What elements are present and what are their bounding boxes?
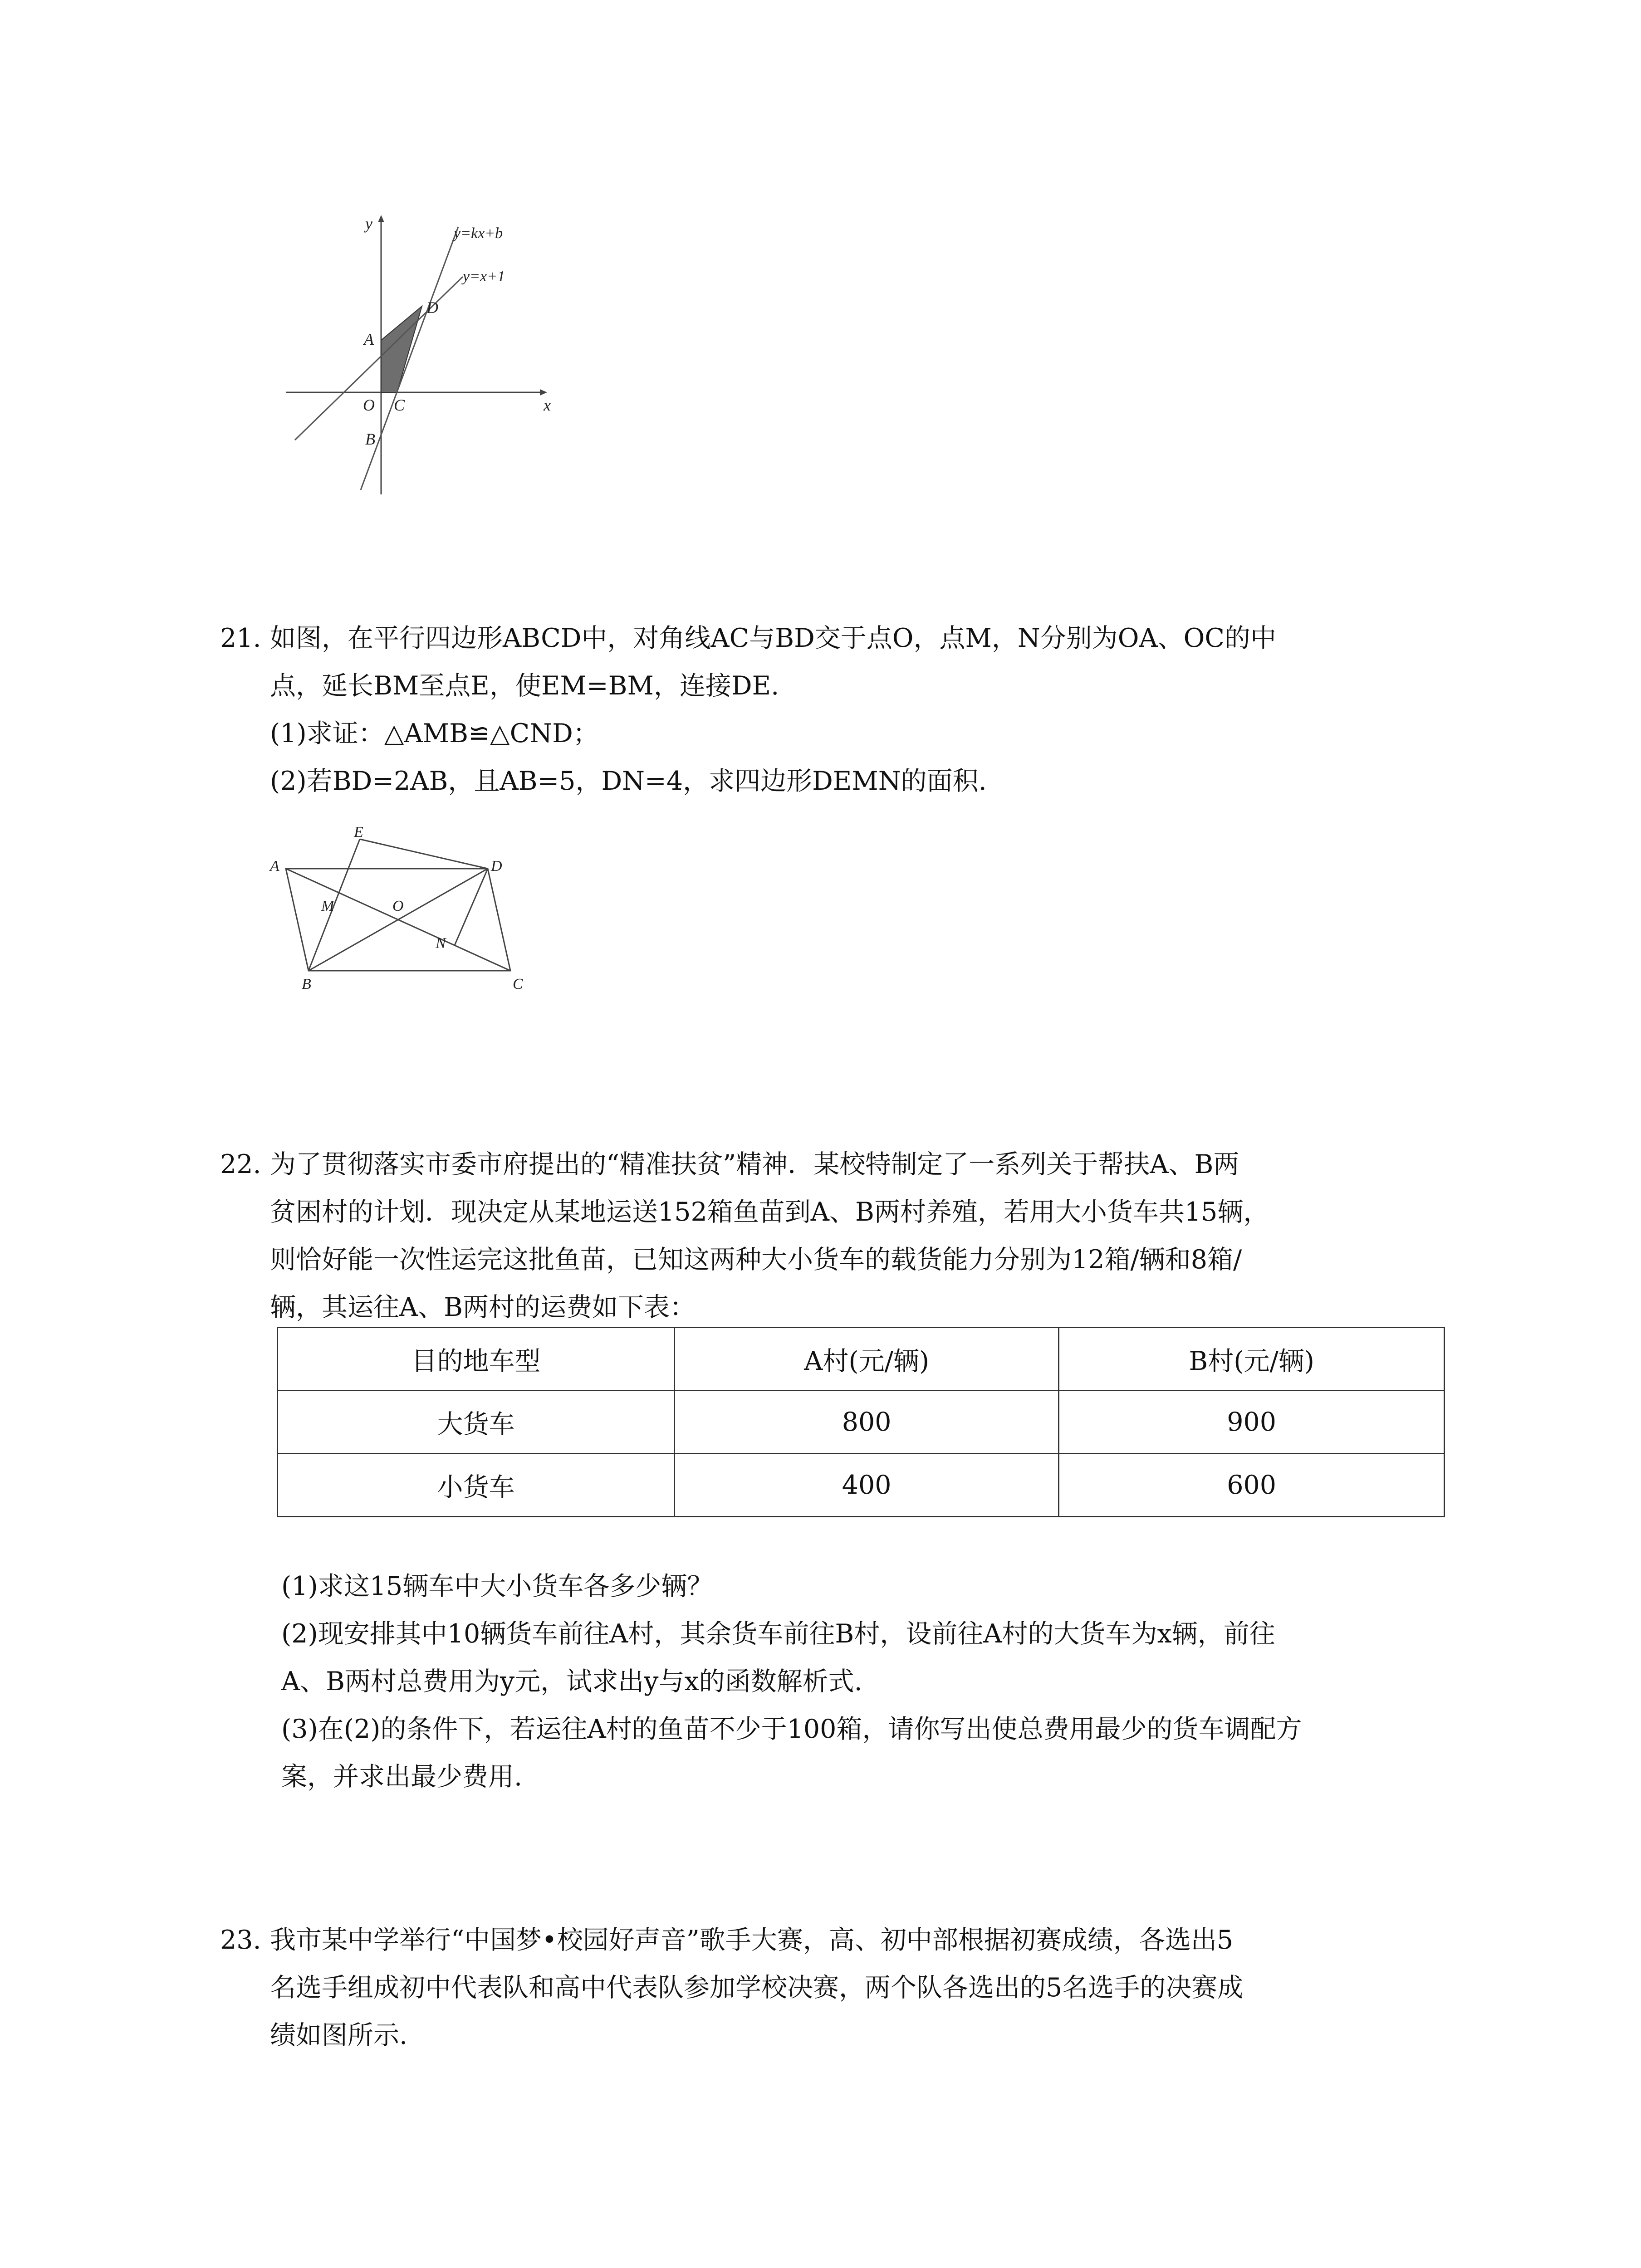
segment-ed [360,839,488,869]
label-line1: y=kx+b [454,225,503,242]
question-text: 点，延长BM至点E，使EM=BM，连接DE. [270,671,779,701]
table-header-cell: 目的地车型 [278,1328,675,1391]
x-axis-arrow [540,389,547,396]
question-text: 如图，在平行四边形ABCD中，对角线AC与BD交于点O，点M，N分别为OA、OC的中 [270,623,1276,653]
table-header-row [278,1328,1445,1391]
diagonal-bd [309,869,488,971]
question-number: 21. [220,623,261,653]
label-point-o: O [363,396,375,414]
label-point-e: E [354,824,363,841]
table-cell: 大货车 [278,1391,675,1454]
sub-question-1: (1)求证：△AMB≌△CND； [270,719,599,748]
sub-question-3-cont: 案，并求出最少费用. [281,1762,523,1792]
sub-question-2-cont: A、B两村总费用为y元，试求出y与x的函数解析式. [281,1667,862,1696]
figure-parallelogram [268,824,540,998]
question-text: 贫困村的计划．现决定从某地运送152箱鱼苗到A、B两村养殖，若用大小货车共15辆， [270,1197,1269,1227]
label-point-d: D [491,858,502,875]
label-point-m: M [321,898,334,914]
label-point-c: C [394,396,405,414]
question-text: 则恰好能一次性运完这批鱼苗，已知这两种大小货车的载货能力分别为12箱/辆和8箱/ [270,1245,1242,1275]
sub-question-1: (1)求这15辆车中大小货车各多少辆？ [281,1571,713,1601]
question-text: 我市某中学举行“中国梦•校园好声音”歌手大赛，高、初中部根据初赛成绩，各选出5 [270,1925,1234,1955]
table-cell: 小货车 [278,1454,675,1517]
sub-question-2: (2)若BD=2AB，且AB=5，DN=4，求四边形DEMN的面积. [270,766,987,796]
table-cell: 900 [1059,1391,1445,1454]
question-text: 为了贯彻落实市委市府提出的“精准扶贫”精神．某校特制定了一系列关于帮扶A、B两 [270,1149,1239,1179]
question-21 [220,615,1463,805]
figure-linear-functions [268,209,576,503]
label-point-d: D [426,298,438,317]
question-23 [220,1916,1463,2059]
segment-be [309,839,360,971]
table-header-cell: B村(元/辆) [1059,1328,1445,1391]
question-text: 绩如图所示. [270,2020,408,2050]
label-point-o: O [392,898,404,914]
question-22-parts [220,1563,1463,1801]
question-22 [220,1141,1463,1331]
label-point-n: N [436,935,446,952]
label-line2: y=x+1 [463,268,505,285]
table-cell: 600 [1059,1454,1445,1517]
line-kx-plus-b [361,227,458,490]
table-cell: 800 [675,1391,1059,1454]
label-point-b: B [365,430,375,448]
freight-cost-table [277,1327,1445,1517]
label-point-c: C [513,976,523,992]
label-point-a: A [270,858,279,875]
y-axis-arrow [378,215,384,222]
table-row [278,1454,1445,1517]
sub-question-3: (3)在(2)的条件下，若运往A村的鱼苗不少于100箱，请你写出使总费用最少的货车调配方 [281,1714,1302,1744]
segment-dn [455,869,488,945]
table-row [278,1391,1445,1454]
label-x-axis: x [544,396,551,414]
label-point-b: B [302,976,311,992]
question-number: 22. [220,1149,261,1179]
table-header-cell: A村(元/辆) [675,1328,1059,1391]
question-text: 名选手组成初中代表队和高中代表队参加学校决赛，两个队各选出的5名选手的决赛成 [270,1973,1244,2003]
label-point-a: A [364,330,374,348]
question-number: 23. [220,1925,261,1955]
question-text: 辆，其运往A、B两村的运费如下表： [270,1292,696,1322]
label-y-axis: y [365,215,372,233]
sub-question-2: (2)现安排其中10辆货车前往A村，其余货车前往B村，设前往A村的大货车为x辆，前往 [281,1619,1275,1649]
table-cell: 400 [675,1454,1059,1517]
